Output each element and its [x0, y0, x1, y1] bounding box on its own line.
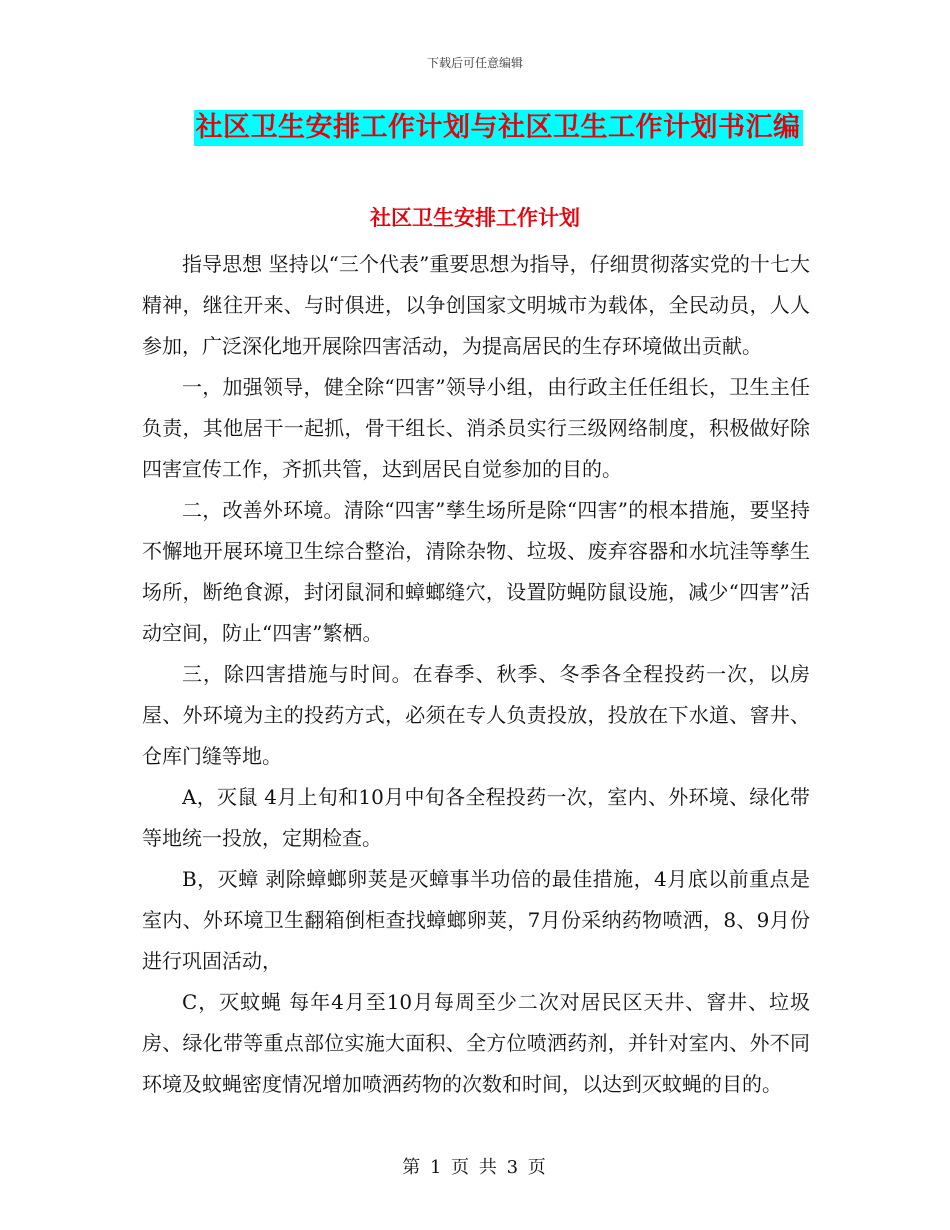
document-title: 社区卫生安排工作计划与社区卫生工作计划书汇编	[194, 110, 803, 146]
page-footer: 第 1 页 共 3 页	[402, 1157, 548, 1178]
paragraph-leadership: 一，加强领导，健全除“四害”领导小组，由行政主任任组长，卫生主任负责，其他居干一起抓，骨干组长、消杀员实行三级网络制度，积极做好除四害宣传工作，齐抓共管，达到居民自觉参加的目的。	[142, 375, 810, 481]
paragraph-cockroach-control: B，灭蟑 剥除蟑螂卵荚是灭蟑事半功倍的最佳措施，4月底以前重点是室内、外环境卫生翻箱倒柜查找蟑螂卵荚，7月份采纳药物喷洒，8、9月份进行巩固活动，	[142, 867, 810, 973]
paragraph-measures: 三，除四害措施与时间。在春季、秋季、冬季各全程投药一次，以房屋、外环境为主的投药方式，必须在专人负责投放，投放在下水道、窨井、仓库门缝等地。	[142, 662, 810, 768]
document-title-container	[0, 110, 950, 146]
paragraph-rodent-control: A，灭鼠 4月上旬和10月中旬各全程投药一次，室内、外环境、绿化带等地统一投放，定期检查。	[142, 785, 810, 850]
page-header-note: 下载后可任意编辑	[426, 56, 523, 70]
paragraph-environment: 二，改善外环境。清除“四害”孳生场所是除“四害”的根本措施，要坚持不懈地开展环境卫生综合整治，清除杂物、垃圾、废弃容器和水坑洼等孳生场所，断绝食源，封闭鼠洞和蟑螂缝穴，设置防蝇防鼠设施，减少“四害”活动空间，防止“四害”繁栖。	[142, 498, 810, 645]
paragraph-guiding-ideology: 指导思想 坚持以“三个代表”重要思想为指导，仔细贯彻落实党的十七大精神，继往开来、与时俱进，以争创国家文明城市为载体，全民动员，人人参加，广泛深化地开展除四害活动，为提高居民的生存环境做出贡献。	[142, 252, 810, 358]
section-title: 社区卫生安排工作计划	[370, 205, 580, 230]
document-body	[142, 244, 810, 1105]
paragraph-mosquito-fly-control: C，灭蚊蝇 每年4月至10月每周至少二次对居民区天井、窨井、垃圾房、绿化带等重点部位实施大面积、全方位喷洒药剂，并针对室内、外不同环境及蚊蝇密度情况增加喷洒药物的次数和时间，以达到灭蚊蝇的目的。	[142, 990, 810, 1096]
